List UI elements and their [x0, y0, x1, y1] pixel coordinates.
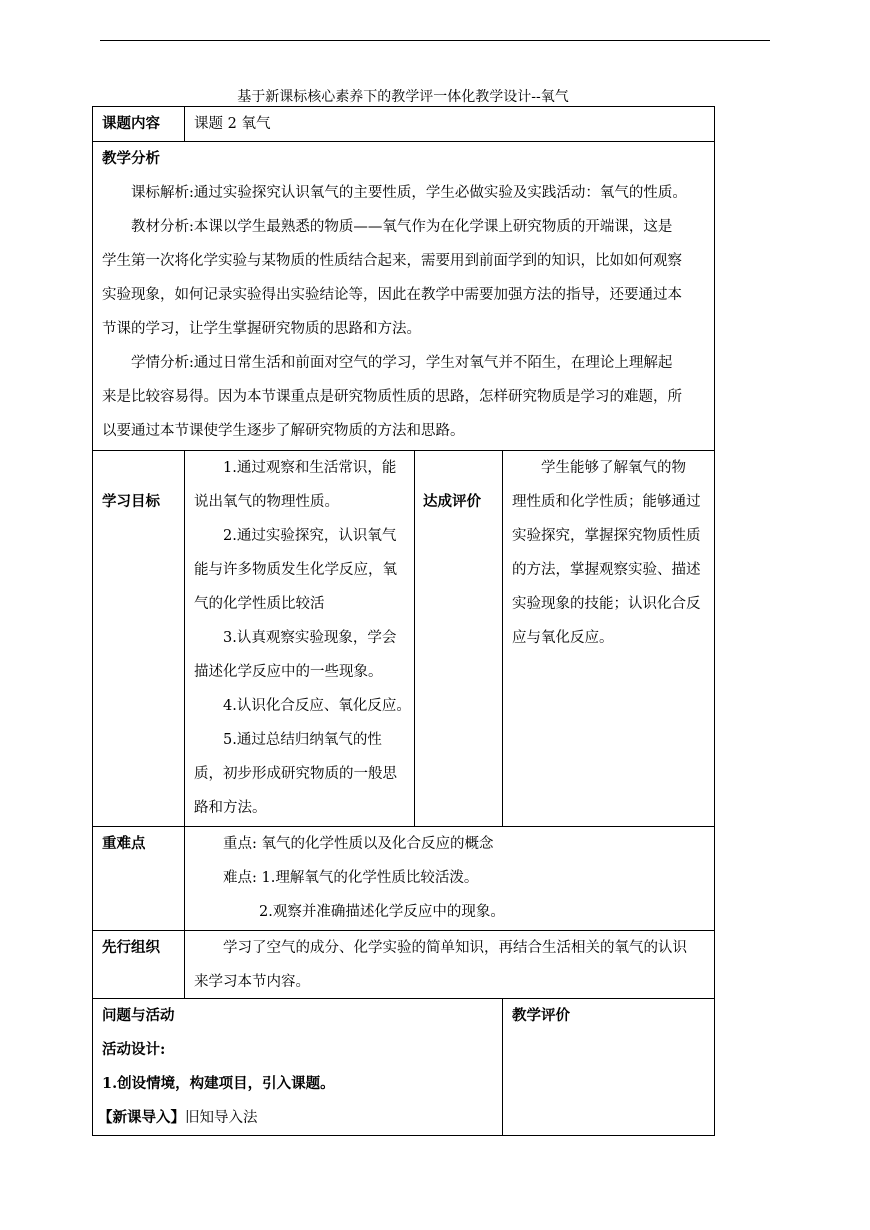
- lesson-plan-table: [92, 106, 715, 1136]
- analysis-heading: 教学分析: [102, 150, 160, 167]
- objective-line: 说出氧气的物理性质。: [194, 494, 339, 510]
- difficult-point-2: 2.观察并准确描述化学反应中的现象。: [259, 904, 505, 920]
- difficult-point-1: 难点: 1.理解氧气的化学性质比较活泼。: [223, 870, 479, 886]
- objective-line: 2.通过实验探究，认识氧气: [223, 528, 397, 544]
- student-analysis-line: 学情分析:通过日常生活和前面对空气的学习，学生对氧气并不陌生，在理论上理解起: [131, 355, 673, 371]
- textbook-analysis-line: 实验现象，如何记录实验得出实验结论等，因此在教学中需要加强方法的指导，还要通过本: [102, 287, 682, 303]
- textbook-analysis-line: 教材分析:本课以学生最熟悉的物质——氧气作为在化学课上研究物质的开端课，这是: [131, 219, 673, 235]
- evaluation-line: 实验现象的技能；认识化合反: [512, 596, 701, 612]
- evaluation-line: 实验探究，掌握探究物质性质: [512, 528, 701, 544]
- evaluation-line: 学生能够了解氧气的物: [541, 460, 686, 476]
- advance-organizer-line: 学习了空气的成分、化学实验的简单知识，再结合生活相关的氧气的认识: [223, 940, 687, 956]
- table-border-top: [92, 106, 715, 107]
- activity-step-1: 1.创设情境，构建项目，引入课题。: [102, 1075, 335, 1092]
- teaching-evaluation-label: 教学评价: [512, 1007, 570, 1024]
- objective-line: 能与许多物质发生化学反应，氧: [194, 562, 397, 578]
- objective-line: 5.通过总结归纳氧气的性: [223, 732, 382, 748]
- activity-design-label: 活动设计:: [102, 1041, 166, 1058]
- topic-label: 课题内容: [102, 115, 160, 132]
- document-title: 基于新课标核心素养下的教学评一体化教学设计--氧气: [237, 89, 569, 105]
- col-divider: [502, 998, 503, 1135]
- student-analysis-line: 以要通过本节课使学生逐步了解研究物质的方法和思路。: [102, 423, 465, 439]
- objective-line: 气的化学性质比较活: [194, 596, 325, 612]
- textbook-analysis-line: 学生第一次将化学实验与某物质的性质结合起来，需要用到前面学到的知识，比如如何观察: [102, 253, 682, 269]
- table-border-left: [92, 106, 93, 1136]
- row-divider: [92, 998, 715, 999]
- objective-line: 1.通过观察和生活常识，能: [223, 460, 397, 476]
- col-divider: [184, 106, 185, 142]
- advance-organizer-line: 来学习本节内容。: [194, 974, 310, 990]
- evaluation-line: 理性质和化学性质；能够通过: [512, 494, 701, 510]
- key-point: 重点: 氧气的化学性质以及化合反应的概念: [223, 836, 494, 852]
- header-rule: [100, 40, 770, 41]
- objectives-label: 学习目标: [102, 493, 160, 510]
- topic-value: 课题 2 氧气: [194, 116, 271, 132]
- intro-text: 旧知导入法: [185, 1110, 258, 1126]
- textbook-analysis-line: 节课的学习，让学生掌握研究物质的思路和方法。: [102, 321, 421, 337]
- student-analysis-line: 来是比较容易得。因为本节课重点是研究物质性质的思路，怎样研究物质是学习的难题，所: [102, 389, 682, 405]
- objective-line: 4.认识化合反应、氧化反应。: [223, 698, 411, 714]
- objective-line: 质，初步形成研究物质的一般思: [194, 766, 397, 782]
- col-divider: [184, 450, 185, 998]
- intro-tag: 【新课导入】: [98, 1109, 185, 1126]
- activities-label: 问题与活动: [102, 1007, 175, 1024]
- evaluation-line: 应与氧化反应。: [512, 630, 614, 646]
- col-divider: [502, 450, 503, 826]
- col-divider: [414, 450, 415, 826]
- table-border-right: [714, 106, 715, 1136]
- key-points-label: 重难点: [102, 835, 146, 852]
- evaluation-line: 的方法，掌握观察实验、描述: [512, 562, 701, 578]
- new-lesson-intro: [98, 1101, 258, 1135]
- table-border-bottom: [92, 1135, 715, 1136]
- evaluation-label: 达成评价: [423, 493, 481, 510]
- row-divider: [92, 141, 715, 142]
- objective-line: 描述化学反应中的一些现象。: [194, 664, 383, 680]
- curriculum-analysis: 课标解析:通过实验探究认识氧气的主要性质，学生必做实验及实践活动：氧气的性质。: [131, 185, 687, 201]
- objective-line: 3.认真观察实验现象，学会: [223, 630, 397, 646]
- objective-line: 路和方法。: [194, 800, 267, 816]
- advance-organizer-label: 先行组织: [102, 939, 160, 956]
